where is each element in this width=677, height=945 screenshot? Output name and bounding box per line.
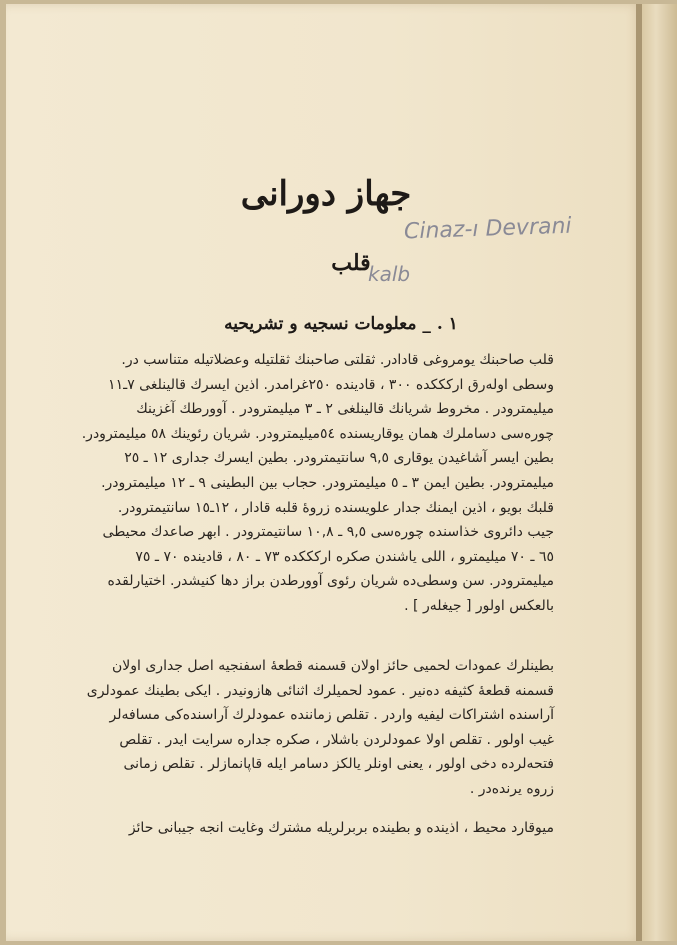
page-title: جهاز دورانى xyxy=(240,174,412,214)
handwritten-title-annotation: Cinaz-ı Devrani xyxy=(403,213,572,245)
text-line: آراسنده اشتراكات ليفيه واردر . تقلص زماننده عمودلرك آراسندەكى مسافەلر xyxy=(109,707,554,724)
text-line: بطين ايسر آشاغيدن يوقارى ٩,٥ سانتيمترودر. بطين ايسرك جدارى ١٢ ـ ٢٥ xyxy=(124,450,554,467)
facing-page-edge xyxy=(642,4,677,941)
text-line: قلب صاحبنك يومروغى قادادر. ثقلتى صاحبنك ثقلتيله وعضلاتيله متناسب در. xyxy=(121,352,554,368)
text-line: زروه يرندەدر . xyxy=(469,780,554,797)
text-line: ٦٥ ـ ٧٠ ميليمترو ، اللى ياشندن صكره اركككده ٧٣ ـ ٨٠ ، قادينده ٧٠ ـ ٧٥ xyxy=(135,548,554,565)
text-line: غيب اولور . تقلص اولا عمودلردن باشلار ، صكره جدارە سرايت ايدر . تقلص xyxy=(119,731,554,748)
text-line: قسمنه قطعهٔ كثيفه دەنير . عمود لحميلرك اثنائى هازونيدر . ايكى بطينك عمودلرى xyxy=(86,682,554,699)
text-line: چوره‌سى دساملرك همان يوقاريسنده ٥٤ميليمترودر. شريان رئوينك ٥٨ ميليمترودر. xyxy=(81,425,554,442)
page-subtitle: قلب xyxy=(331,250,371,276)
paragraph-2 xyxy=(86,654,554,802)
text-line: جيب دائروى خذاسنده چوره‌سى ٩,٥ ـ ١٠,٨ سانتيمترودر . ابهر صاعدك محيطى xyxy=(102,524,554,541)
section-heading: ١ . _ معلومات نسجيه و تشريحيه xyxy=(224,314,458,334)
text-line: وسطى اولەرق اركككده ٣٠٠ ، قادينده ٢٥٠غرامدر. اذين ايسرك قالينلغى ٧ـ١١ xyxy=(108,376,554,393)
text-line: قلبك بويو ، اذين ايمنك جدار علويسنده زروهٔ قلبه قادار ، ١٢ـ١٥ سانتيمترودر. xyxy=(117,499,554,516)
text-line: ميليمترودر. سن وسطى‌ده شريان رئوى آوورطدن براز دها كنيشدر. اختيارلقده xyxy=(107,573,554,590)
text-line: ميليمترودر . مخروط شريانك قالينلغى ٢ ـ ٣ ميليمترودر . آوورطك آغزينك xyxy=(136,401,554,418)
text-line: بطينلرك عمودات لحميى حائز اولان قسمنه قطعهٔ اسفنجيه اصل جدارى اولان xyxy=(111,658,554,674)
paragraph-1 xyxy=(81,348,554,619)
text-line: ميوقارد محيط ، اذينده و بطينده بربرلريله مشترك وغايت انجه جيبانى حائز xyxy=(128,820,554,836)
book-page xyxy=(6,4,642,941)
text-line: بالعكس اولور [ جيغلەر ] . xyxy=(404,597,554,614)
text-line: فتحەلرده دخى اولور ، يعنى اونلر يالكز دسامر ايله قاپانمازلر . تقلص زمانى xyxy=(123,756,554,773)
text-line: ميليمترودر. بطين ايمن ٣ ـ ٥ ميليمترودر. حجاب بين البطينى ٩ ـ ١٢ ميليمترودر. xyxy=(101,474,554,491)
handwritten-subtitle-annotation: kalb xyxy=(368,262,411,286)
paragraph-3 xyxy=(112,816,554,841)
